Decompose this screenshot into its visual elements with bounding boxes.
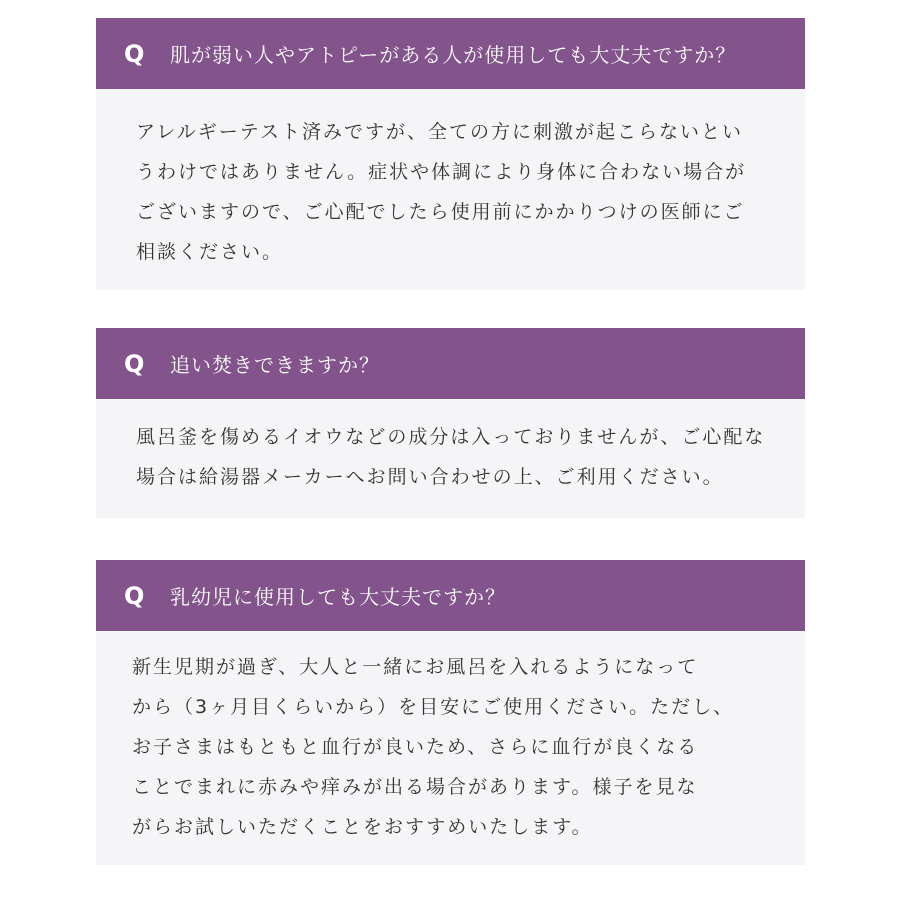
- answer-line: 場合は給湯器メーカーへお問い合わせの上、ご利用ください。: [136, 466, 724, 488]
- answer-line: ことでまれに赤みや痒みが出る場合があります。様子を見な: [132, 776, 698, 798]
- question-text: 追い焚きできますか？: [170, 353, 380, 377]
- faq-item-skin: [96, 18, 805, 290]
- answer-line: うわけではありません。症状や体調により身体に合わない場合が: [136, 161, 747, 183]
- answer-line: ございますので、ご心配でしたら使用前にかかりつけの医師にご: [136, 201, 745, 223]
- answer-line: 相談ください。: [136, 241, 284, 263]
- question-bar: [96, 328, 805, 399]
- q-mark: Q: [124, 39, 145, 68]
- question-bar: [96, 560, 805, 631]
- faq-list: [96, 18, 805, 865]
- answer-line: アレルギーテスト済みですが、全ての方に刺激が起こらないとい: [136, 121, 744, 143]
- question-bar: [96, 18, 805, 89]
- answer-line: 風呂釜を傷めるイオウなどの成分は入っておりませんが、ご心配な: [136, 426, 766, 448]
- answer-line: お子さまはもともと血行が良いため、さらに血行が良くなる: [132, 736, 699, 758]
- question-text: 乳幼児に使用しても大丈夫ですか？: [170, 585, 506, 609]
- faq-item-infant: [96, 560, 805, 865]
- q-mark: Q: [124, 349, 145, 378]
- faq-item-reheat: [96, 328, 805, 518]
- answer-line: 新生児期が過ぎ、大人と一緒にお風呂を入れるようになって: [132, 656, 699, 678]
- answer-box: [96, 399, 805, 518]
- answer-line: がらお試しいただくことをおすすめいたします。: [132, 816, 593, 838]
- answer-line: から（3ヶ月目くらいから）を目安にご使用ください。ただし、: [132, 696, 735, 718]
- q-mark: Q: [124, 581, 145, 610]
- question-text: 肌が弱い人やアトピーがある人が使用しても大丈夫ですか？: [170, 43, 737, 67]
- answer-box: [96, 89, 805, 290]
- answer-box: [96, 631, 805, 865]
